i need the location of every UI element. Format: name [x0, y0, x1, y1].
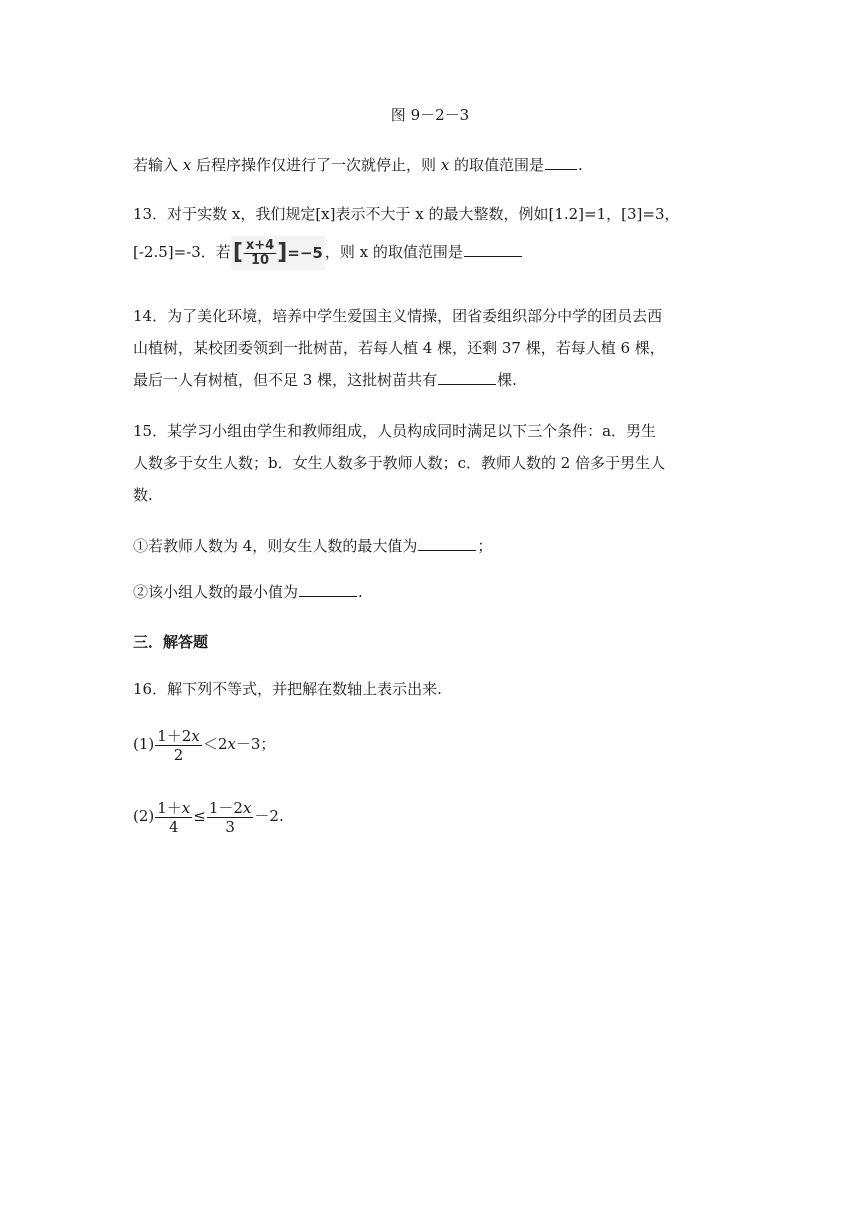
fraction: $\frac{1+x}{4}$ [157, 798, 191, 836]
answer-blank[interactable] [418, 535, 476, 551]
question-14-line1: 14．为了美化环境，培养中学生爱国主义情操，团省委组织部分中学的团员去西 [133, 307, 663, 325]
question-15-sub1: ①若教师人数为 4，则女生人数的最大值为 ； [133, 537, 493, 555]
fraction: $\frac{1-2x}{3}$ [208, 798, 252, 836]
section-heading: 三．解答题 [133, 633, 209, 651]
answer-blank[interactable] [299, 581, 357, 597]
question-15-line3: 数. [133, 486, 153, 504]
answer-blank[interactable] [438, 369, 496, 385]
fraction: $\frac{1+2x}{2}$ [157, 726, 200, 764]
question-12-tail: 若输入 x 后程序操作仅进行了一次就停止，则 x 的取值范围是 . [133, 156, 583, 174]
question-16-stem: 16．解下列不等式，并把解在数轴上表示出来. [133, 680, 442, 698]
question-13-line1: 13．对于实数 x，我们规定[x]表示不大于 x 的最大整数，例如[1.2]=1，[3]=3， [133, 205, 680, 223]
question-16-part2: (2) $\frac{1+x}{4}$ ≤ $\frac{1-2x}{3}$ －2. [133, 798, 284, 836]
question-15-sub2: ②该小组人数的最小值为 . [133, 583, 363, 601]
question-16-part1: (1) $\frac{1+2x}{2}$ ＜2x－3； [133, 726, 276, 764]
figure-caption: 图 9－2－3 [390, 106, 470, 124]
answer-blank[interactable] [545, 154, 577, 170]
question-13-line2: [-2.5]=-3．若 [ $\frac{x+4}{10}$ ] =−5 ，则 x 的取值范围是 [133, 235, 523, 270]
answer-blank[interactable] [464, 241, 522, 257]
bracket-fraction-math: [ $\frac{x+4}{10}$ ] =−5 [231, 236, 325, 270]
question-14-line2: 山植树，某校团委领到一批树苗，若每人植 4 棵，还剩 37 棵，若每人植 6 棵， [133, 339, 665, 357]
question-14-line3: 最后一人有树植，但不足 3 棵，这批树苗共有 棵. [133, 371, 517, 389]
question-15-line2: 人数多于女生人数；b．女生人数多于教师人数；c．教师人数的 2 倍多于男生人 [133, 454, 666, 472]
question-15-line1: 15．某学习小组由学生和教师组成，人员构成同时满足以下三个条件：a．男生 [133, 422, 657, 440]
